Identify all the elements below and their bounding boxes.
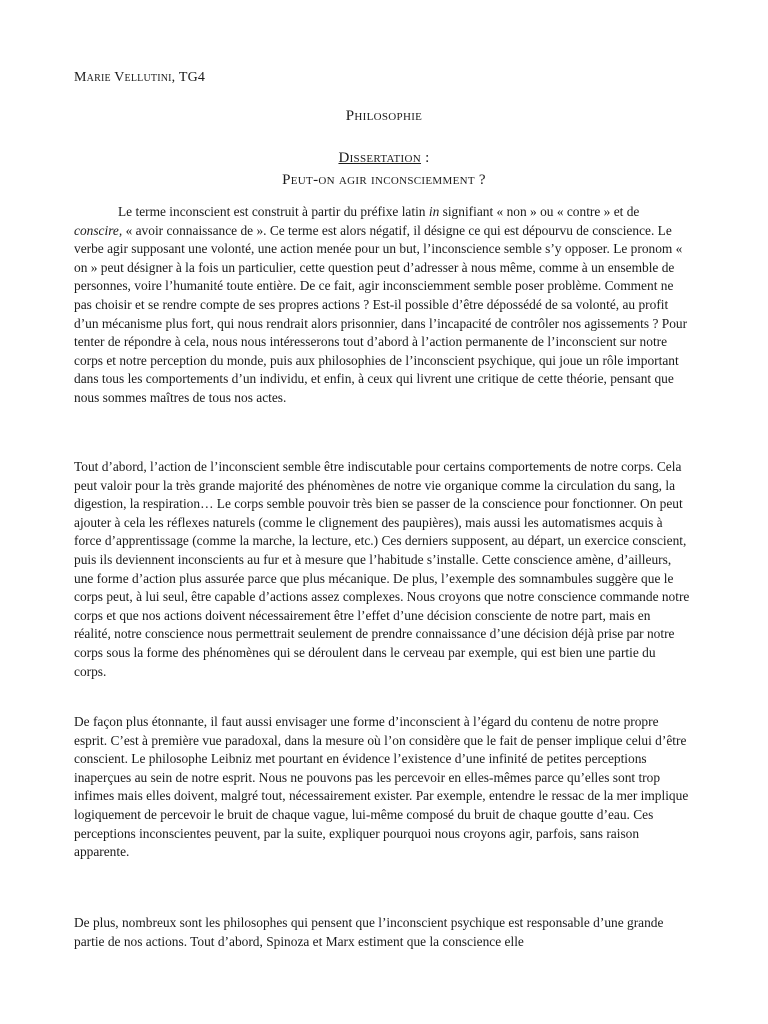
dissertation-question: Peut-on agir inconsciemment ? [282, 172, 486, 188]
paragraph-body-1: Tout d’abord, l’action de l’inconscient semble être indiscutable pour certains comportements de notre corps. Cela peut valoir pour la très grande majorité des phénomènes de notre vie organique comme la circulation du sang, la digestion, la respiration… Le corps semble pouvoir très bien se passer de la conscience pour fonctionner. On peut ajouter à cela les réflexes naturels (comme le clignement des paupières), mais aussi les automatismes acquis à force d’apprentissage (comme la marche, la lecture, etc.) Ces derniers supposent, au départ, un exercice conscient, puis ils deviennent inconscients au fur et à mesure que l’habitude s’installe. Cette conscience amène, d’ailleurs, une forme d’action plus assurée parce que plus mécanique. De plus, l’exemple des somnambules suggère que le corps peut, à lui seul, être capable d’actions assez complexes. Nous croyons que notre conscience commande notre corps et que nos actions doivent nécessairement être l’effet d’une décision consciente de notre part, mais en réalité, notre conscience nous permettrait seulement de prendre connaissance d’une décision déjà prise par notre corps sous la forme des phénomènes qui se déroulent dans le cerveau par exemple, qui est bien une partie du corps. [74, 459, 690, 679]
doc-type-label: Dissertation [338, 150, 422, 166]
paragraph-body-2: De façon plus étonnante, il faut aussi envisager une forme d’inconscient à l’égard du contenu de notre propre esprit. C’est à première vue paradoxal, dans la mesure où l’on considère que le fait de penser implique celui d’être conscient. Le philosophe Leibniz met pourtant en évidence l’existence d’une infinité de petites perceptions inaperçues au sein de notre esprit. Nous ne pouvons pas les percevoir en elles-mêmes parce qu’elles sont trop infimes mais elles doivent, malgré tout, nécessairement exister. Par exemple, entendre le ressac de la mer implique logiquement de percevoir le bruit de chaque vague, lui-même composé du bruit de chaque goutte d’eau. Ces perceptions inconscientes peuvent, par la suite, expliquer pourquoi nous croyons agir, parfois, sans raison apparente. [74, 714, 689, 860]
intro-part-e: « avoir connaissance de ». Ce terme est alors négatif, il désigne ce qui est dépourvu de conscience. Le verbe agir supposant une volonté, une action menée pour un but, l’inconscience semble s’y opposer. Le pronom « on » peut désigner à la fois un particulier, cette question peut d’adresser à nous même, comme à un ensemble de personnes, voire l’humanité toute entière. De ce fait, agir inconsciemment semble poser problème. Comment ne pas choisir et se rendre compte de ses propres actions ? Est-il possible d’être dépossédé de sa volonté, au profit d’un mécanisme plus fort, qui nous rendrait alors prisonnier, dans l’incapacité de contrôler nos agissements ? Pour tenter de répondre à cela, nous nous intéresserons tout d’abord à l’action permanente de l’inconscient sur notre corps et notre perception du monde, puis aux philosophies de l’inconscient psychique, qui joue un rôle important dans tous les comportements d’un individu, et enfin, à ceux qui livrent une critique de cette théorie, pensant que nous sommes maîtres de tous nos actes. [74, 222, 688, 405]
subject-title: Philosophie [345, 108, 423, 124]
paragraph-body-3: De plus, nombreux sont les philosophes qui pensent que l’inconscient psychique est responsable d’une grande partie de nos actions. Tout d’abord, Spinoza et Marx estiment que la conscience elle [74, 915, 664, 949]
paragraph-introduction [74, 203, 690, 408]
author-line: Marie Vellutini, TG4 [74, 70, 206, 85]
intro-latin-word: conscire, [74, 222, 123, 238]
intro-part-c: signifiant « non » ou « contre » et de [439, 204, 640, 219]
intro-part-a: Le terme inconscient est construit à partir du préfixe latin [118, 204, 429, 219]
doc-type-separator: : [421, 150, 430, 166]
doc-type-heading [0, 150, 768, 167]
intro-latin-prefix: in [428, 204, 440, 219]
